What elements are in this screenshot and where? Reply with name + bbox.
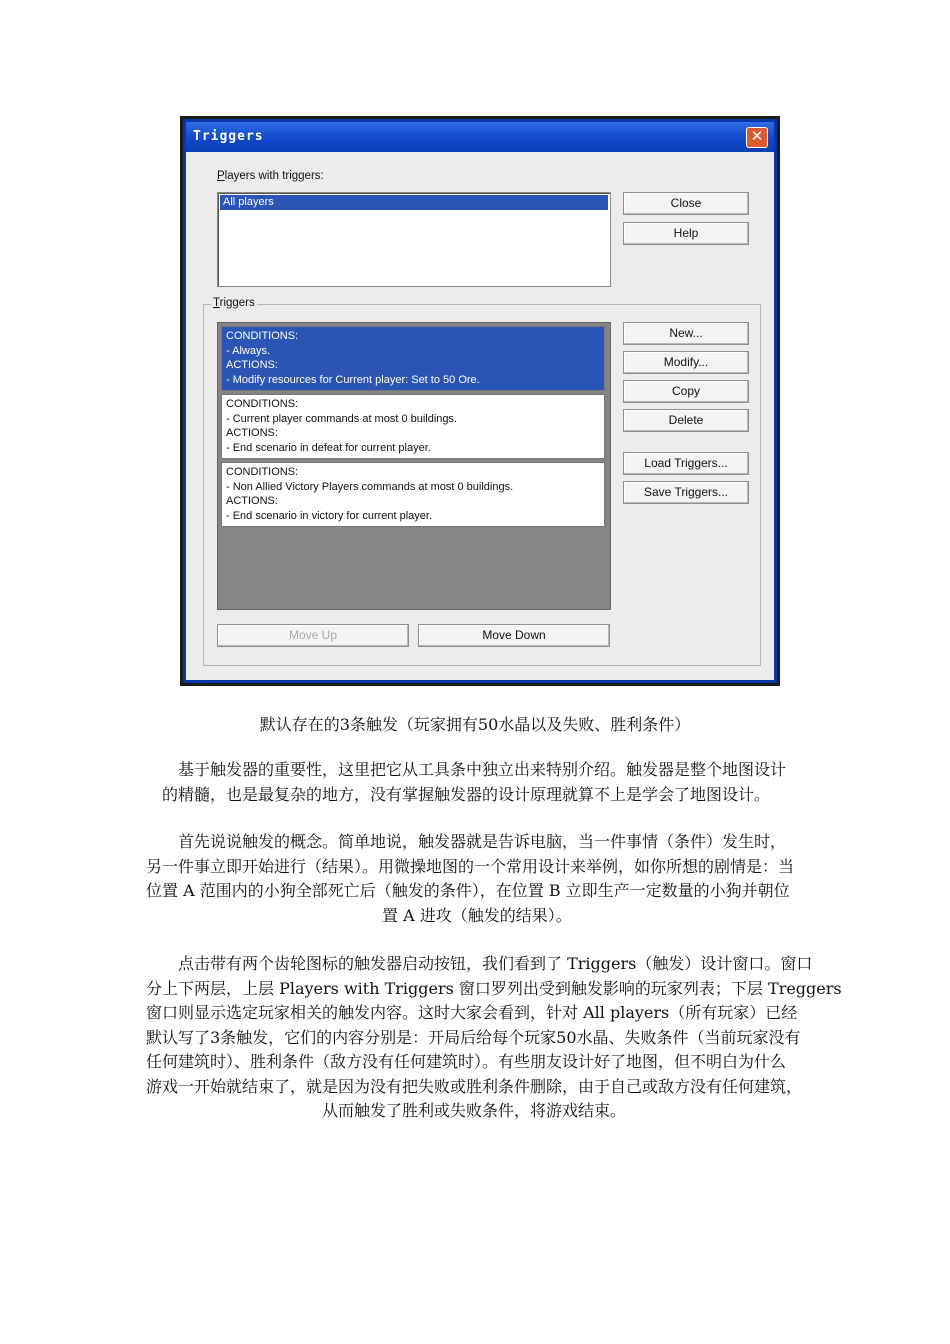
paragraph-line: 位置 A 范围内的小狗全部死亡后（触发的条件），在位置 B 立即生产一定数量的小狗并朝位 xyxy=(146,881,790,900)
trigger-line: - Current player commands at most 0 buildings. xyxy=(226,412,458,425)
trigger-line: ACTIONS: xyxy=(226,495,278,507)
paragraph-line: 首先说说触发的概念。简单地说，触发器就是告诉电脑，当一件事情（条件）发生时， xyxy=(178,832,787,851)
paragraph-line: 分上下两层，上层 Players with Triggers 窗口罗列出受到触发影响的玩家列表；下层 Treggers xyxy=(146,978,842,998)
window-title: Triggers xyxy=(193,129,264,144)
trigger-line: ACTIONS: xyxy=(226,427,278,439)
paragraph-3 xyxy=(146,952,842,1124)
trigger-item[interactable] xyxy=(221,394,605,459)
new-button[interactable]: New... xyxy=(623,322,749,345)
trigger-item[interactable] xyxy=(221,462,605,527)
triggers-group-label xyxy=(211,297,257,309)
help-button[interactable]: Help xyxy=(623,222,749,245)
paragraph-line: 另一件事立即开始进行（结果）。用微操地图的一个常用设计来举例，如你所想的剧情是：当 xyxy=(146,856,795,876)
triggers-window xyxy=(183,119,777,683)
trigger-line: - Always. xyxy=(226,344,271,357)
paragraph-line: 从而触发了胜利或失败条件，将游戏结束。 xyxy=(322,1101,627,1120)
paragraph-line: 基于触发器的重要性，这里把它从工具条中独立出来特别介绍。触发器是整个地图设计 xyxy=(178,760,787,779)
player-item-all-players[interactable]: All players xyxy=(220,195,608,210)
paragraph-line: 窗口则显示选定玩家相关的触发内容。这时大家会看到，针对 All players（所有玩家）已经 xyxy=(146,1003,798,1022)
trigger-line: CONDITIONS: xyxy=(226,398,299,410)
title-bar xyxy=(186,122,774,152)
triggers-label-rest: riggers xyxy=(219,297,255,309)
trigger-line: - Modify resources for Current player: Set to 50 Ore. xyxy=(226,373,480,386)
trigger-line: - End scenario in defeat for current player. xyxy=(226,441,431,454)
paragraph-line: 游戏一开始就结束了，就是因为没有把失败或胜利条件删除，由于自己或敌方没有任何建筑， xyxy=(146,1076,803,1096)
trigger-line: - Non Allied Victory Players commands at most 0 buildings. xyxy=(226,480,514,493)
paragraph-line: 置 A 进攻（触发的结果）。 xyxy=(382,905,572,925)
paragraph-line: 的精髓，也是最复杂的地方，没有掌握触发器的设计原理就算不上是学会了地图设计。 xyxy=(162,784,771,804)
triggers-dialog-screenshot xyxy=(180,116,780,686)
copy-button[interactable]: Copy xyxy=(623,380,749,403)
trigger-line: ACTIONS: xyxy=(226,359,278,371)
trigger-line: CONDITIONS: xyxy=(226,330,299,342)
save-triggers-button[interactable]: Save Triggers... xyxy=(623,481,749,504)
figure-caption: 默认存在的3条触发（玩家拥有50水晶以及失败、胜利条件） xyxy=(259,715,691,734)
modify-button[interactable]: Modify... xyxy=(623,351,749,374)
paragraph-line: 默认写了3条触发，它们的内容分别是：开局后给每个玩家50水晶、失败条件（当前玩家没有 xyxy=(146,1027,801,1047)
close-icon[interactable]: ✕ xyxy=(746,127,768,148)
triggers-label-mnemonic: T xyxy=(213,297,220,309)
players-with-triggers-label xyxy=(217,170,324,182)
players-label-rest: layers with triggers: xyxy=(224,170,324,182)
paragraph-2 xyxy=(146,830,794,928)
players-listbox[interactable] xyxy=(217,192,611,287)
move-up-button[interactable]: Move Up xyxy=(217,624,409,647)
trigger-item[interactable] xyxy=(221,326,605,391)
paragraph-1 xyxy=(162,758,786,807)
delete-button[interactable]: Delete xyxy=(623,409,749,432)
move-down-button[interactable]: Move Down xyxy=(418,624,610,647)
load-triggers-button[interactable]: Load Triggers... xyxy=(623,452,749,475)
paragraph-line: 点击带有两个齿轮图标的触发器启动按钮，我们看到了 Triggers（触发）设计窗口。窗口 xyxy=(178,954,813,973)
close-button[interactable]: Close xyxy=(623,192,749,215)
players-label-mnemonic: P xyxy=(217,170,225,182)
paragraph-line: 任何建筑时）、胜利条件（敌方没有任何建筑时）。有些朋友设计好了地图，但不明白为什么 xyxy=(146,1052,787,1071)
trigger-line: - End scenario in victory for current player. xyxy=(226,509,433,522)
triggers-listbox[interactable] xyxy=(217,322,611,610)
trigger-line: CONDITIONS: xyxy=(226,466,299,478)
